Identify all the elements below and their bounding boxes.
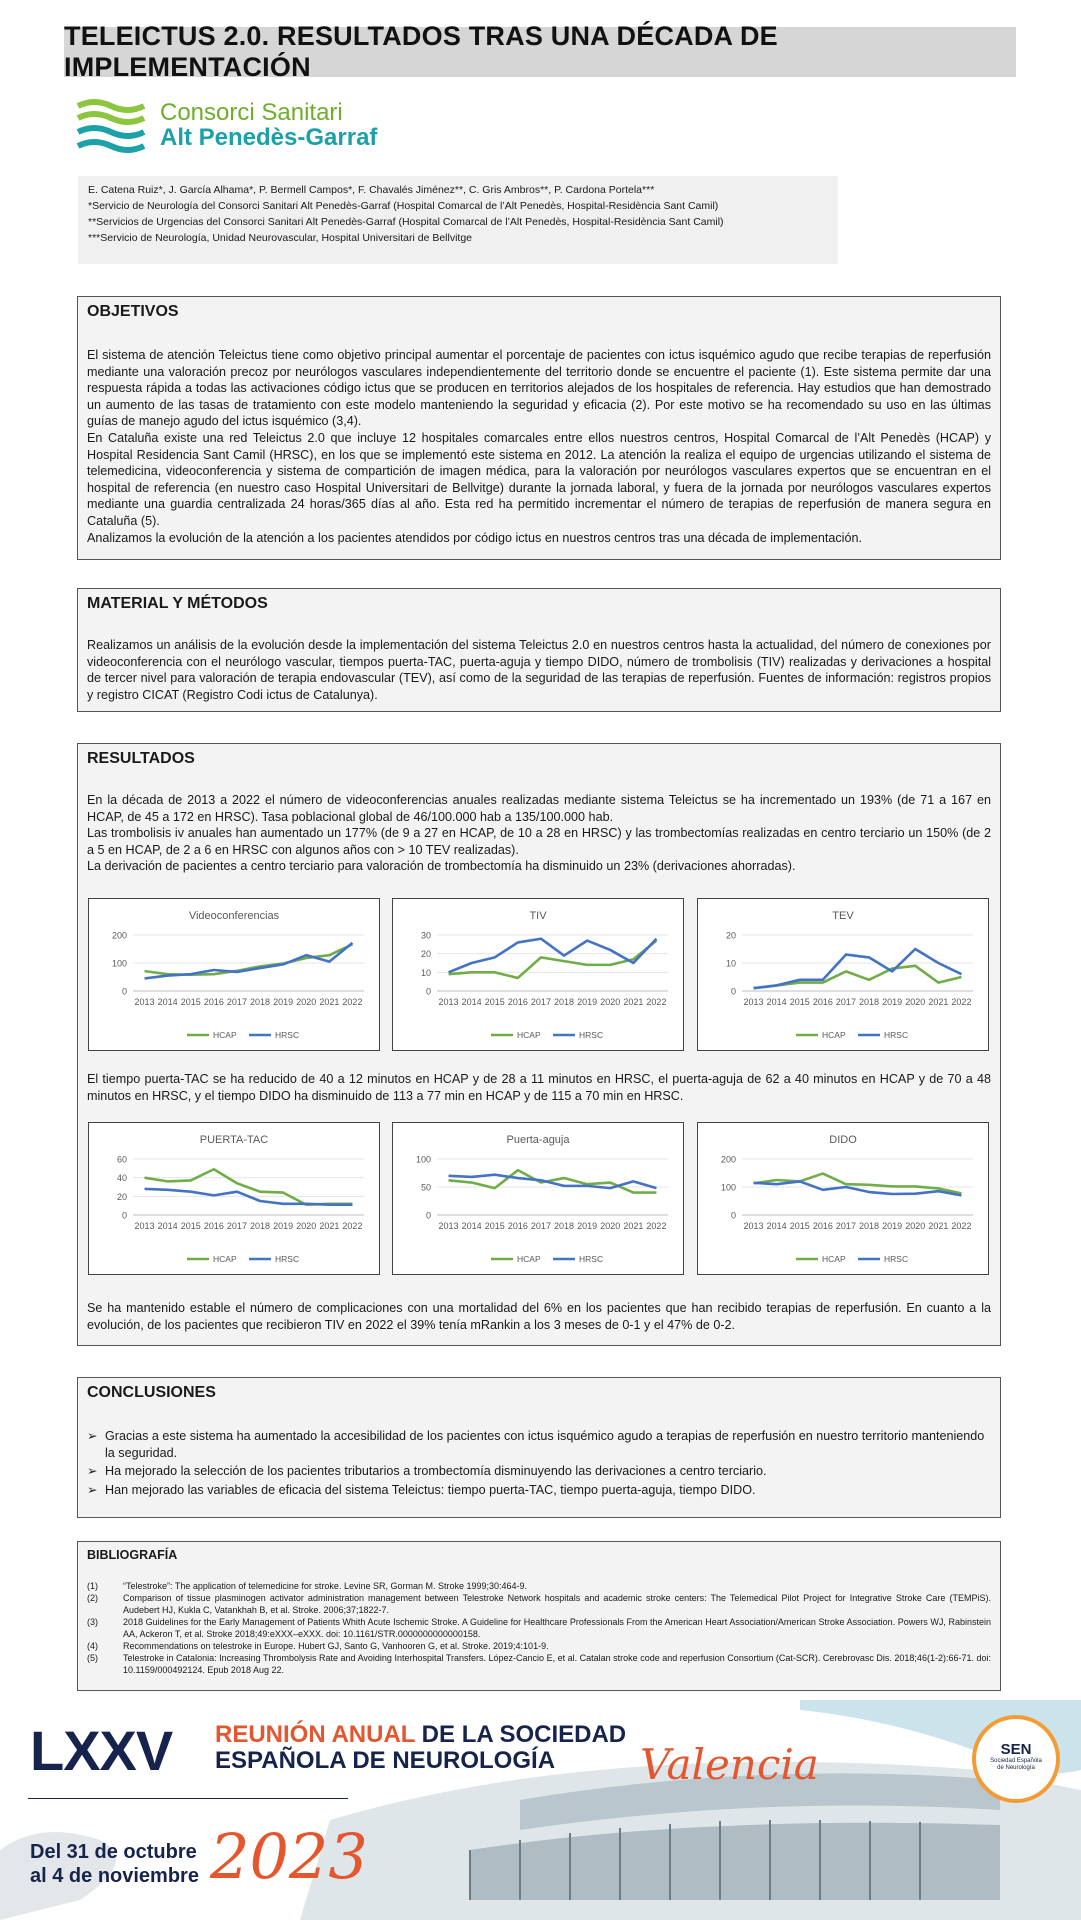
chart-title: PUERTA-TAC: [199, 1134, 269, 1146]
y-tick-label: 20: [725, 930, 736, 941]
bib-item: [87, 1652, 991, 1676]
legend-label: HRSC: [884, 1254, 909, 1264]
x-tick-label: 2016: [507, 1221, 528, 1231]
x-tick-label: 2018: [554, 997, 575, 1007]
y-tick-label: 0: [730, 1210, 736, 1221]
legend-label: HCAP: [822, 1030, 846, 1040]
series-line-hcap: [449, 1170, 657, 1192]
bib-text: Comparison of tissue plasminogen activator administration management between Telestroke Network hospitals and academic stroke centers: The Telemedical Pilot Project for Integrative Stroke Care (TEMPiS). Audebert HJ, Kukla C, Vatankhah B, et al. Stroke. 2006;37;1822-7.: [123, 1593, 991, 1615]
x-tick-label: 2020: [296, 997, 317, 1007]
x-tick-label: 2021: [928, 1221, 949, 1231]
congress-name-b: DE LA SOCIEDAD: [415, 1721, 627, 1748]
bib-item: [87, 1580, 991, 1592]
y-tick-label: 200: [111, 930, 127, 941]
y-tick-label: 0: [121, 1210, 127, 1221]
chart-videoconferencias: [88, 898, 380, 1051]
congress-dates: [30, 1840, 199, 1888]
x-tick-label: 2016: [812, 997, 833, 1007]
conclusion-text: Gracias a este sistema ha aumentado la accesibilidad de los pacientes con ictus isquémico agudo a terapias de reperfusión en nuestro territorio manteniendo la seguridad.: [105, 1429, 985, 1460]
chart-tiv: [392, 898, 684, 1051]
x-tick-label: 2013: [743, 997, 764, 1007]
conclusion-text: Han mejorado las variables de eficacia del sistema Teleictus: tiempo puerta-TAC, tiempo puerta-aguja, tiempo DIDO.: [105, 1482, 756, 1497]
title-bar: [64, 21, 1016, 82]
x-tick-label: 2021: [319, 997, 340, 1007]
congress-year: 2023: [210, 1820, 368, 1893]
date-line: al 4 de noviembre: [30, 1865, 199, 1887]
legend-label: HRSC: [579, 1030, 604, 1040]
logo-line2: Alt Penedès-Garraf: [160, 124, 378, 151]
sen-logo-sub: Sociedad Española: [990, 1758, 1042, 1764]
legend-label: HCAP: [213, 1254, 237, 1264]
section-bibliografia: [77, 1541, 1001, 1691]
x-tick-label: 2018: [250, 1221, 271, 1231]
section-heading: OBJETIVOS: [87, 303, 179, 320]
y-tick-label: 100: [415, 1154, 431, 1165]
conclusion-item: ➢ Ha mejorado la selección de los pacientes tributarios a trombectomía disminuyendo las derivaciones a centro terciario.: [87, 1464, 767, 1479]
x-tick-label: 2022: [951, 1221, 972, 1231]
roman-numeral: LXXV: [30, 1719, 173, 1782]
section-heading: MATERIAL Y MÉTODOS: [87, 595, 268, 612]
sen-logo: [972, 1715, 1060, 1803]
chart-title: TIV: [529, 910, 547, 922]
legend-label: HCAP: [822, 1254, 846, 1264]
x-tick-label: 2014: [461, 1221, 482, 1231]
x-tick-label: 2017: [835, 997, 856, 1007]
chart-title: Videoconferencias: [188, 910, 280, 922]
series-line-hcap: [754, 966, 962, 988]
y-tick-label: 0: [425, 986, 431, 997]
bib-number: (4): [87, 1641, 98, 1651]
paragraph: En la década de 2013 a 2022 el número de videoconferencias anuales realizadas mediante sistema Teleictus se ha incrementado un 193% (de 71 a 167 en HCAP, de 45 a 172 en HRSC). Tasa poblacional global de 46/100.000 hab a 135/100.000 hab.: [87, 793, 991, 824]
x-tick-label: 2019: [882, 1221, 903, 1231]
x-tick-label: 2013: [438, 997, 459, 1007]
x-tick-label: 2019: [273, 997, 294, 1007]
sen-logo-sub: de Neurología: [997, 1765, 1035, 1771]
legend-label: HCAP: [517, 1030, 541, 1040]
paragraph: El sistema de atención Teleictus tiene como objetivo principal aumentar el porcentaje de pacientes con ictus isquémico agudo que recibe terapias de reperfusión mediante una valoración precoz por neurólogos vasculares independientemente del territorio donde se encuentre el paciente (1). Este sistema permite dar una respuesta rápida a todas las activaciones código ictus que se producen en territorios alejados de los hospitales de referencia. Hay estudios que han demostrado un aumento de las tasas de tratamiento con este modelo manteniendo la seguridad y eficacia (2). Por este motivo se ha recomendado su uso en las últimas guías de manejo agudo del ictus isquémico (3,4).: [87, 348, 991, 429]
x-tick-label: 2020: [296, 1221, 317, 1231]
y-tick-label: 100: [111, 958, 127, 969]
legend-label: HCAP: [213, 1030, 237, 1040]
x-tick-label: 2022: [342, 1221, 363, 1231]
waves-logo-icon: [76, 96, 146, 154]
x-tick-label: 2018: [554, 1221, 575, 1231]
chart-tev: [697, 898, 989, 1051]
x-tick-label: 2014: [461, 997, 482, 1007]
affiliation-line: *Servicio de Neurología del Consorci Sanitari Alt Penedès-Garraf (Hospital Comarcal de l’Alt Penedès, Hospital-Residència Sant Camil): [88, 200, 719, 212]
affiliation-line: ***Servicio de Neurología, Unidad Neurovascular, Hospital Universitari de Bellvitge: [88, 232, 473, 244]
paragraph: Realizamos un análisis de la evolución desde la implementación del sistema Teleictus 2.0 en nuestros centros hasta la actualidad, del número de conexiones por videoconferencia con el neurólogo vascular, tiempos puerta-TAC, puerta-aguja y tiempo DIDO, número de trombolisis (TIV) realizadas y derivaciones a hospital de tercer nivel para valoración de terapia endovascular (TEV), así como de la seguridad de las terapias de reperfusión. Fuentes de información: registros propios y registro CICAT (Registro Codi ictus de Catalunya).: [87, 638, 991, 702]
bib-item: [87, 1640, 991, 1652]
congress-name-a: REUNIÓN ANUAL: [215, 1721, 416, 1748]
chart-title: TEV: [832, 910, 854, 922]
legend-label: HRSC: [579, 1254, 604, 1264]
x-tick-label: 2015: [180, 1221, 201, 1231]
section-material: [77, 588, 1001, 712]
bib-number: (5): [87, 1653, 98, 1663]
paragraph: En Cataluña existe una red Teleictus 2.0 que incluye 12 hospitales comarcales entre ellos nuestros centros, Hospital Comarcal de l’Alt Penedès (HCAP) y Hospital Residencia Sant Camil (HRSC), en los que se implementó este sistema en 2012. La atención la realiza el equipo de urgencias utilizando el sistema de telemedicina, videoconferencia y sistema de compartición de imagen médica, para la valoración por neurólogos vasculares expertos que se encuentran en el hospital de referencia (en nuestro caso Hospital Universitari de Bellvitge) durante la jornada laboral, y fuera de la jornada por neurólogos vasculares expertos mediante una guardia centralizada 24 horas/365 días al año. Esta red ha permitido incrementar el número de terapias de reperfusión de manera segura en Cataluña (5).: [87, 430, 991, 528]
conclusion-item: ➢ Gracias a este sistema ha aumentado la accesibilidad de los pacientes con ictus isquémico agudo a terapias de reperfusión en nuestro territorio manteniendo la seguridad.: [87, 1429, 985, 1460]
x-tick-label: 2021: [928, 997, 949, 1007]
series-line-hcap: [145, 1169, 353, 1204]
section-heading: RESULTADOS: [87, 750, 195, 767]
congress-city: Valencia: [640, 1740, 819, 1789]
legend-label: HRSC: [275, 1254, 300, 1264]
x-tick-label: 2021: [319, 1221, 340, 1231]
bib-number: (1): [87, 1581, 98, 1591]
bib-text: Recommendations on telestroke in Europe. Hubert GJ, Santo G, Vanhooren G, et al. Stroke. 2019;4:101-9.: [123, 1641, 549, 1651]
y-tick-label: 20: [420, 949, 431, 960]
chart-title: Puerta-aguja: [506, 1134, 570, 1146]
conclusion-item: ➢ Han mejorado las variables de eficacia del sistema Teleictus: tiempo puerta-TAC, tiempo puerta-aguja, tiempo DIDO.: [87, 1482, 756, 1497]
x-tick-label: 2014: [157, 997, 178, 1007]
x-tick-label: 2022: [646, 1221, 667, 1231]
x-tick-label: 2022: [646, 997, 667, 1007]
series-line-hrsc: [145, 943, 353, 979]
x-tick-label: 2020: [600, 997, 621, 1007]
x-tick-label: 2013: [134, 997, 155, 1007]
y-tick-label: 40: [116, 1173, 127, 1184]
bib-item: [87, 1592, 991, 1616]
y-tick-label: 10: [420, 967, 431, 978]
x-tick-label: 2018: [859, 1221, 880, 1231]
bib-text: “Telestroke”: The application of telemedicine for stroke. Levine SR, Gorman M. Stroke 1999;30:464-9.: [123, 1581, 528, 1591]
x-tick-label: 2015: [484, 1221, 505, 1231]
section-objetivos: [77, 296, 1001, 560]
x-tick-label: 2017: [835, 1221, 856, 1231]
y-tick-label: 30: [420, 930, 431, 941]
chart-dido: [697, 1122, 989, 1275]
legend-label: HRSC: [884, 1030, 909, 1040]
paragraph: El tiempo puerta-TAC se ha reducido de 40 a 12 minutos en HCAP y de 28 a 11 minutos en HRSC, el puerta-aguja de 62 a 40 minutos en HCAP y de 70 a 48 minutos en HRSC, y el tiempo DIDO ha disminuido de 113 a 77 min en HCAP y de 115 a 70 min en HRSC.: [87, 1072, 991, 1103]
x-tick-label: 2013: [438, 1221, 459, 1231]
consorci-logo: [76, 96, 377, 154]
x-tick-label: 2016: [203, 1221, 224, 1231]
y-tick-label: 60: [116, 1154, 127, 1165]
y-tick-label: 0: [425, 1210, 431, 1221]
x-tick-label: 2020: [905, 1221, 926, 1231]
y-tick-label: 100: [720, 1182, 736, 1193]
authors-line: E. Catena Ruiz*, J. García Alhama*, P. Bermell Campos*, F. Chavalés Jiménez**, C. Gris Ambros**, P. Cardona Portela***: [88, 184, 655, 196]
x-tick-label: 2018: [859, 997, 880, 1007]
x-tick-label: 2017: [226, 997, 247, 1007]
x-tick-label: 2016: [203, 997, 224, 1007]
legend-label: HRSC: [275, 1030, 300, 1040]
date-line: Del 31 de octubre: [30, 1841, 197, 1863]
section-heading: BIBLIOGRAFÍA: [87, 1548, 178, 1562]
paragraph: Las trombolisis iv anuales han aumentado un 177% (de 9 a 27 en HCAP, de 10 a 28 en HRSC) y las trombectomías realizadas en centro terciario un 150% (de 2 a 5 en HCAP, de 2 a 6 en HRSC con algunos años con > 10 TEV realizadas).: [87, 826, 991, 857]
x-tick-label: 2016: [812, 1221, 833, 1231]
y-tick-label: 200: [720, 1154, 736, 1165]
conclusion-text: Ha mejorado la selección de los pacientes tributarios a trombectomía disminuyendo las derivaciones a centro terciario.: [105, 1464, 767, 1479]
paragraph: La derivación de pacientes a centro terciario para valoración de trombectomía ha disminuido un 23% (derivaciones ahorradas).: [87, 859, 796, 874]
bib-number: (2): [87, 1593, 98, 1603]
x-tick-label: 2013: [743, 1221, 764, 1231]
x-tick-label: 2019: [882, 997, 903, 1007]
x-tick-label: 2021: [623, 997, 644, 1007]
y-tick-label: 0: [121, 986, 127, 997]
y-tick-label: 50: [420, 1182, 431, 1193]
series-line-hrsc: [449, 939, 657, 973]
x-tick-label: 2019: [577, 997, 598, 1007]
x-tick-label: 2013: [134, 1221, 155, 1231]
authors-box: [78, 176, 838, 264]
bib-item: [87, 1616, 991, 1640]
x-tick-label: 2017: [530, 1221, 551, 1231]
section-heading: CONCLUSIONES: [87, 1384, 216, 1401]
x-tick-label: 2019: [273, 1221, 294, 1231]
chart-title: DIDO: [829, 1134, 857, 1146]
congress-banner: [0, 1700, 1081, 1920]
x-tick-label: 2017: [226, 1221, 247, 1231]
logo-line1: Consorci Sanitari: [160, 98, 343, 126]
section-conclusiones: [77, 1377, 1001, 1518]
chart-puerta-tac: [88, 1122, 380, 1275]
sen-logo-text: SEN: [1000, 1741, 1032, 1758]
y-tick-label: 20: [116, 1191, 127, 1202]
bib-text: 2018 Guidelines for the Early Management of Patients Whith Acute Ischemic Stroke. A Guideline for Healthcare Professionals From the American Heart Association/American Stroke Association. Powers WJ, Rabinstein AA, Ackeron T, et al. Stroke 2018;49:eXXX–eXXX. doi: 10.1161/STR.0000000000000158.: [123, 1617, 991, 1639]
x-tick-label: 2019: [577, 1221, 598, 1231]
legend-label: HCAP: [517, 1254, 541, 1264]
divider: [28, 1798, 348, 1799]
x-tick-label: 2014: [157, 1221, 178, 1231]
x-tick-label: 2014: [766, 1221, 787, 1231]
y-tick-label: 10: [725, 958, 736, 969]
x-tick-label: 2015: [180, 997, 201, 1007]
x-tick-label: 2020: [600, 1221, 621, 1231]
paragraph: Analizamos la evolución de la atención a los pacientes atendidos por código ictus en nuestros centros tras una década de implementación.: [87, 530, 862, 545]
x-tick-label: 2015: [789, 1221, 810, 1231]
poster-title: TELEICTUS 2.0. RESULTADOS TRAS UNA DÉCADA DE IMPLEMENTACIÓN: [64, 21, 778, 82]
bib-text: Telestroke in Catalonia: Increasing Thrombolysis Rate and Avoiding Interhospital Transfers. López-Cancio E, et al. Catalan stroke code and reperfusion Consortium (Cat-SCR). Cerebrovasc Dis. 2018;46(1-2):66-71. doi: 10.1159/000492124. Epub 2018 Aug 22.: [123, 1653, 991, 1675]
congress-name-c: ESPAÑOLA DE NEUROLOGÍA: [215, 1747, 556, 1774]
x-tick-label: 2015: [789, 997, 810, 1007]
series-line-hrsc: [754, 949, 962, 988]
x-tick-label: 2020: [905, 997, 926, 1007]
x-tick-label: 2021: [623, 1221, 644, 1231]
x-tick-label: 2015: [484, 997, 505, 1007]
x-tick-label: 2018: [250, 997, 271, 1007]
y-tick-label: 0: [730, 986, 736, 997]
x-tick-label: 2017: [530, 997, 551, 1007]
x-tick-label: 2022: [342, 997, 363, 1007]
paragraph: Se ha mantenido estable el número de complicaciones con una mortalidad del 6% en los pacientes que han recibido terapias de reperfusión. En cuanto a la evolución, de los pacientes que recibieron TIV en 2022 el 39% tenía mRankin a los 3 meses de 0-1 y el 47% de 0-2.: [87, 1301, 991, 1332]
x-tick-label: 2022: [951, 997, 972, 1007]
chart-puerta-aguja: [392, 1122, 684, 1275]
bib-number: (3): [87, 1617, 98, 1627]
x-tick-label: 2016: [507, 997, 528, 1007]
x-tick-label: 2014: [766, 997, 787, 1007]
affiliation-line: **Servicios de Urgencias del Consorci Sanitari Alt Penedès-Garraf (Hospital Comarcal de l’Alt Penedès, Hospital-Residència Sant Camil): [88, 216, 724, 228]
congress-name: [215, 1722, 626, 1774]
